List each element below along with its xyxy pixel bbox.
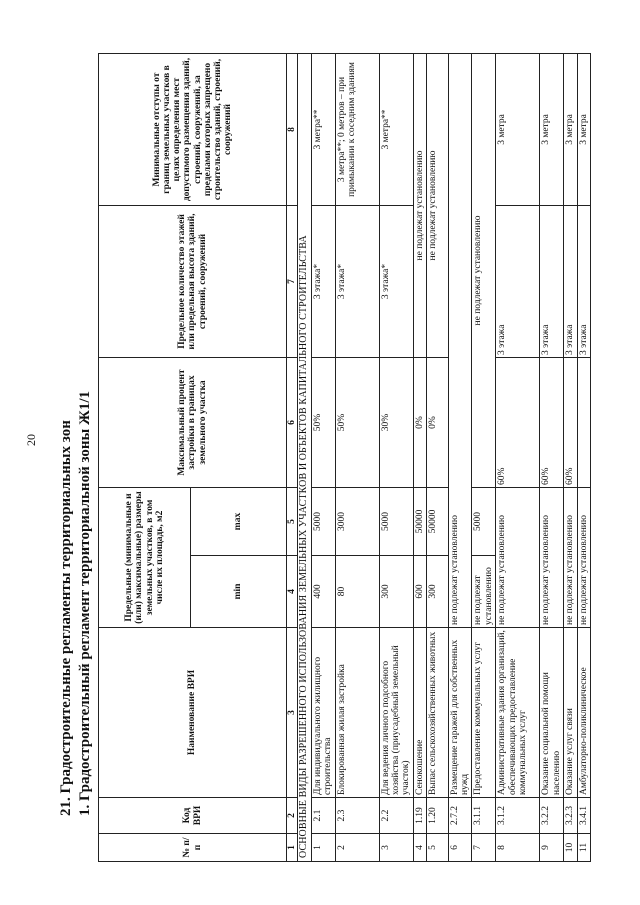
- header-area: Предельные (минимальные и (или) максимальные) размеры земельных участков, в том числе их площадь, м2: [99, 488, 191, 628]
- cell-name: Административные здания организаций, обеспечивающих предоставление коммунальных услуг: [496, 628, 540, 798]
- cell-percent: [577, 358, 590, 488]
- cell-floors-setback: не подлежат установлению: [413, 54, 426, 358]
- cell-floors: 3 этажа*: [335, 206, 379, 358]
- cell-percent: 0%: [413, 358, 426, 488]
- cell-code: 3.2.2: [540, 798, 564, 834]
- cell-num: 5: [426, 834, 448, 862]
- cell-name: Блокированная жилая застройка: [335, 628, 379, 798]
- col-number: 1: [287, 834, 298, 862]
- table-row: [413, 54, 426, 862]
- table-row: [426, 54, 448, 862]
- cell-num: 4: [413, 834, 426, 862]
- regulation-table: [98, 53, 591, 862]
- col-number: 3: [287, 628, 298, 798]
- cell-percent: 60%: [540, 358, 564, 488]
- col-number: 6: [287, 358, 298, 488]
- cell-min: 80: [335, 556, 379, 628]
- page-number: 20: [24, 434, 38, 446]
- cell-floors-setback: не подлежат установлению: [426, 54, 448, 358]
- table-row: [577, 54, 590, 862]
- cell-code: 3.1.2: [496, 798, 540, 834]
- header-num: № п/п: [99, 834, 287, 862]
- cell-num: 9: [540, 834, 564, 862]
- header-min: min: [191, 556, 287, 628]
- cell-num: 7: [472, 834, 496, 862]
- col-number: 4: [287, 556, 298, 628]
- cell-code: 2.7.2: [448, 798, 472, 834]
- cell-setback: 3 метра**: [312, 54, 336, 206]
- table-row: [496, 54, 540, 862]
- cell-code: 2.2: [379, 798, 413, 834]
- cell-name: Выпас сельскохозяйственных животных: [426, 628, 448, 798]
- cell-code: 3.2.3: [564, 798, 577, 834]
- col-number: 5: [287, 488, 298, 556]
- cell-percent: 60%: [496, 358, 540, 488]
- cell-min: 400: [312, 556, 336, 628]
- cell-area: не подлежат установлению: [564, 488, 577, 628]
- table-row: [312, 54, 336, 862]
- cell-max: 3000: [335, 488, 379, 556]
- table-row: [335, 54, 379, 862]
- cell-floors: 3 этажа*: [379, 206, 413, 358]
- cell-name: Предоставление коммунальных услуг: [472, 628, 496, 798]
- cell-setback: 3 метра: [540, 54, 564, 206]
- cell-max: 50000: [426, 488, 448, 556]
- cell-floors: 3 этажа: [496, 206, 540, 358]
- cell-all: не подлежат установлению: [448, 54, 472, 628]
- cell-percent: 0%: [426, 358, 448, 488]
- cell-percent: 60%: [564, 358, 577, 488]
- table-row: [379, 54, 413, 862]
- document-subtitle: 1. Градостроительный регламент территориальной зоны Ж1/1: [77, 390, 93, 816]
- cell-min: не подлежат установлению: [472, 556, 496, 628]
- cell-percent: 50%: [335, 358, 379, 488]
- cell-max: 5000: [379, 488, 413, 556]
- cell-percent: 50%: [312, 358, 336, 488]
- header-code: Код ВРИ: [99, 798, 287, 834]
- cell-min: 300: [426, 556, 448, 628]
- cell-setback: 3 метра**; 0 метров – при примыкании к соседним зданиям: [335, 54, 379, 206]
- rotated-document: [58, 42, 618, 862]
- cell-num: 11: [577, 834, 590, 862]
- header-floors: Предельное количество этажей или предельная высота зданий, строений, сооружений: [99, 206, 287, 358]
- document-title: 21. Градостроительные регламенты территориальных зон: [58, 420, 74, 816]
- cell-code: 2.1: [312, 798, 336, 834]
- header-percent: Максимальный процент застройки в границах земельного участка: [99, 358, 287, 488]
- cell-name: Для ведения личного подсобного хозяйства (приусадебный земельный участок): [379, 628, 413, 798]
- header-setback: Минимальные отступы от границ земельных участков в целях определения мест допустимого размещения зданий, строений, сооружений, за пределами которых запрещено строительство зданий, строений, сооружений: [99, 54, 287, 206]
- cell-code: 3.4.1: [577, 798, 590, 834]
- cell-code: 2.3: [335, 798, 379, 834]
- cell-setback: 3 метра: [577, 54, 590, 206]
- cell-floors: 3 этажа: [540, 206, 564, 358]
- header-max: max: [191, 488, 287, 556]
- cell-setback: 3 метра**: [379, 54, 413, 206]
- cell-name: Сенокошение: [413, 628, 426, 798]
- cell-area: не подлежат установлению: [540, 488, 564, 628]
- cell-floors: 3 этажа: [577, 206, 590, 358]
- cell-num: 1: [312, 834, 336, 862]
- table-row: [472, 54, 496, 862]
- cell-area: не подлежат установлению: [496, 488, 540, 628]
- cell-code: 3.1.1: [472, 798, 496, 834]
- col-number: 7: [287, 206, 298, 358]
- table-row: [448, 54, 472, 862]
- cell-name: Оказание услуг связи: [564, 628, 577, 798]
- cell-num: 6: [448, 834, 472, 862]
- cell-max: 5000: [312, 488, 336, 556]
- header-name: Наименование ВРИ: [99, 628, 287, 798]
- cell-area: не подлежат установлению: [577, 488, 590, 628]
- cell-code: 1.20: [426, 798, 448, 834]
- cell-setback: 3 метра: [564, 54, 577, 206]
- cell-floors: 3 этажа*: [312, 206, 336, 358]
- section-title: ОСНОВНЫЕ ВИДЫ РАЗРЕШЕННОГО ИСПОЛЬЗОВАНИЯ ЗЕМЕЛЬНЫХ УЧАСТКОВ И ОБЪЕКТОВ КАПИТАЛЬНОГО СТРОИТЕЛЬСТВА: [298, 54, 312, 862]
- table-row: [540, 54, 564, 862]
- cell-min: 600: [413, 556, 426, 628]
- cell-name: Амбулаторно-поликлиническое: [577, 628, 590, 798]
- cell-num: 2: [335, 834, 379, 862]
- cell-num: 3: [379, 834, 413, 862]
- cell-num: 10: [564, 834, 577, 862]
- col-number: 2: [287, 798, 298, 834]
- cell-percent: 30%: [379, 358, 413, 488]
- cell-name: Оказание социальной помощи населению: [540, 628, 564, 798]
- table-row: [564, 54, 577, 862]
- cell-max: 5000: [472, 488, 496, 556]
- cell-min: 300: [379, 556, 413, 628]
- cell-name: Размещение гаражей для собственных нужд: [448, 628, 472, 798]
- cell-num: 8: [496, 834, 540, 862]
- cell-floors: 3 этажа: [564, 206, 577, 358]
- cell-name: Для индивидуального жилищного строительства: [312, 628, 336, 798]
- cell-code: 1.19: [413, 798, 426, 834]
- cell-max: 50000: [413, 488, 426, 556]
- cell-rest: не подлежат установлению: [472, 54, 496, 488]
- cell-setback: 3 метра: [496, 54, 540, 206]
- col-number: 8: [287, 54, 298, 206]
